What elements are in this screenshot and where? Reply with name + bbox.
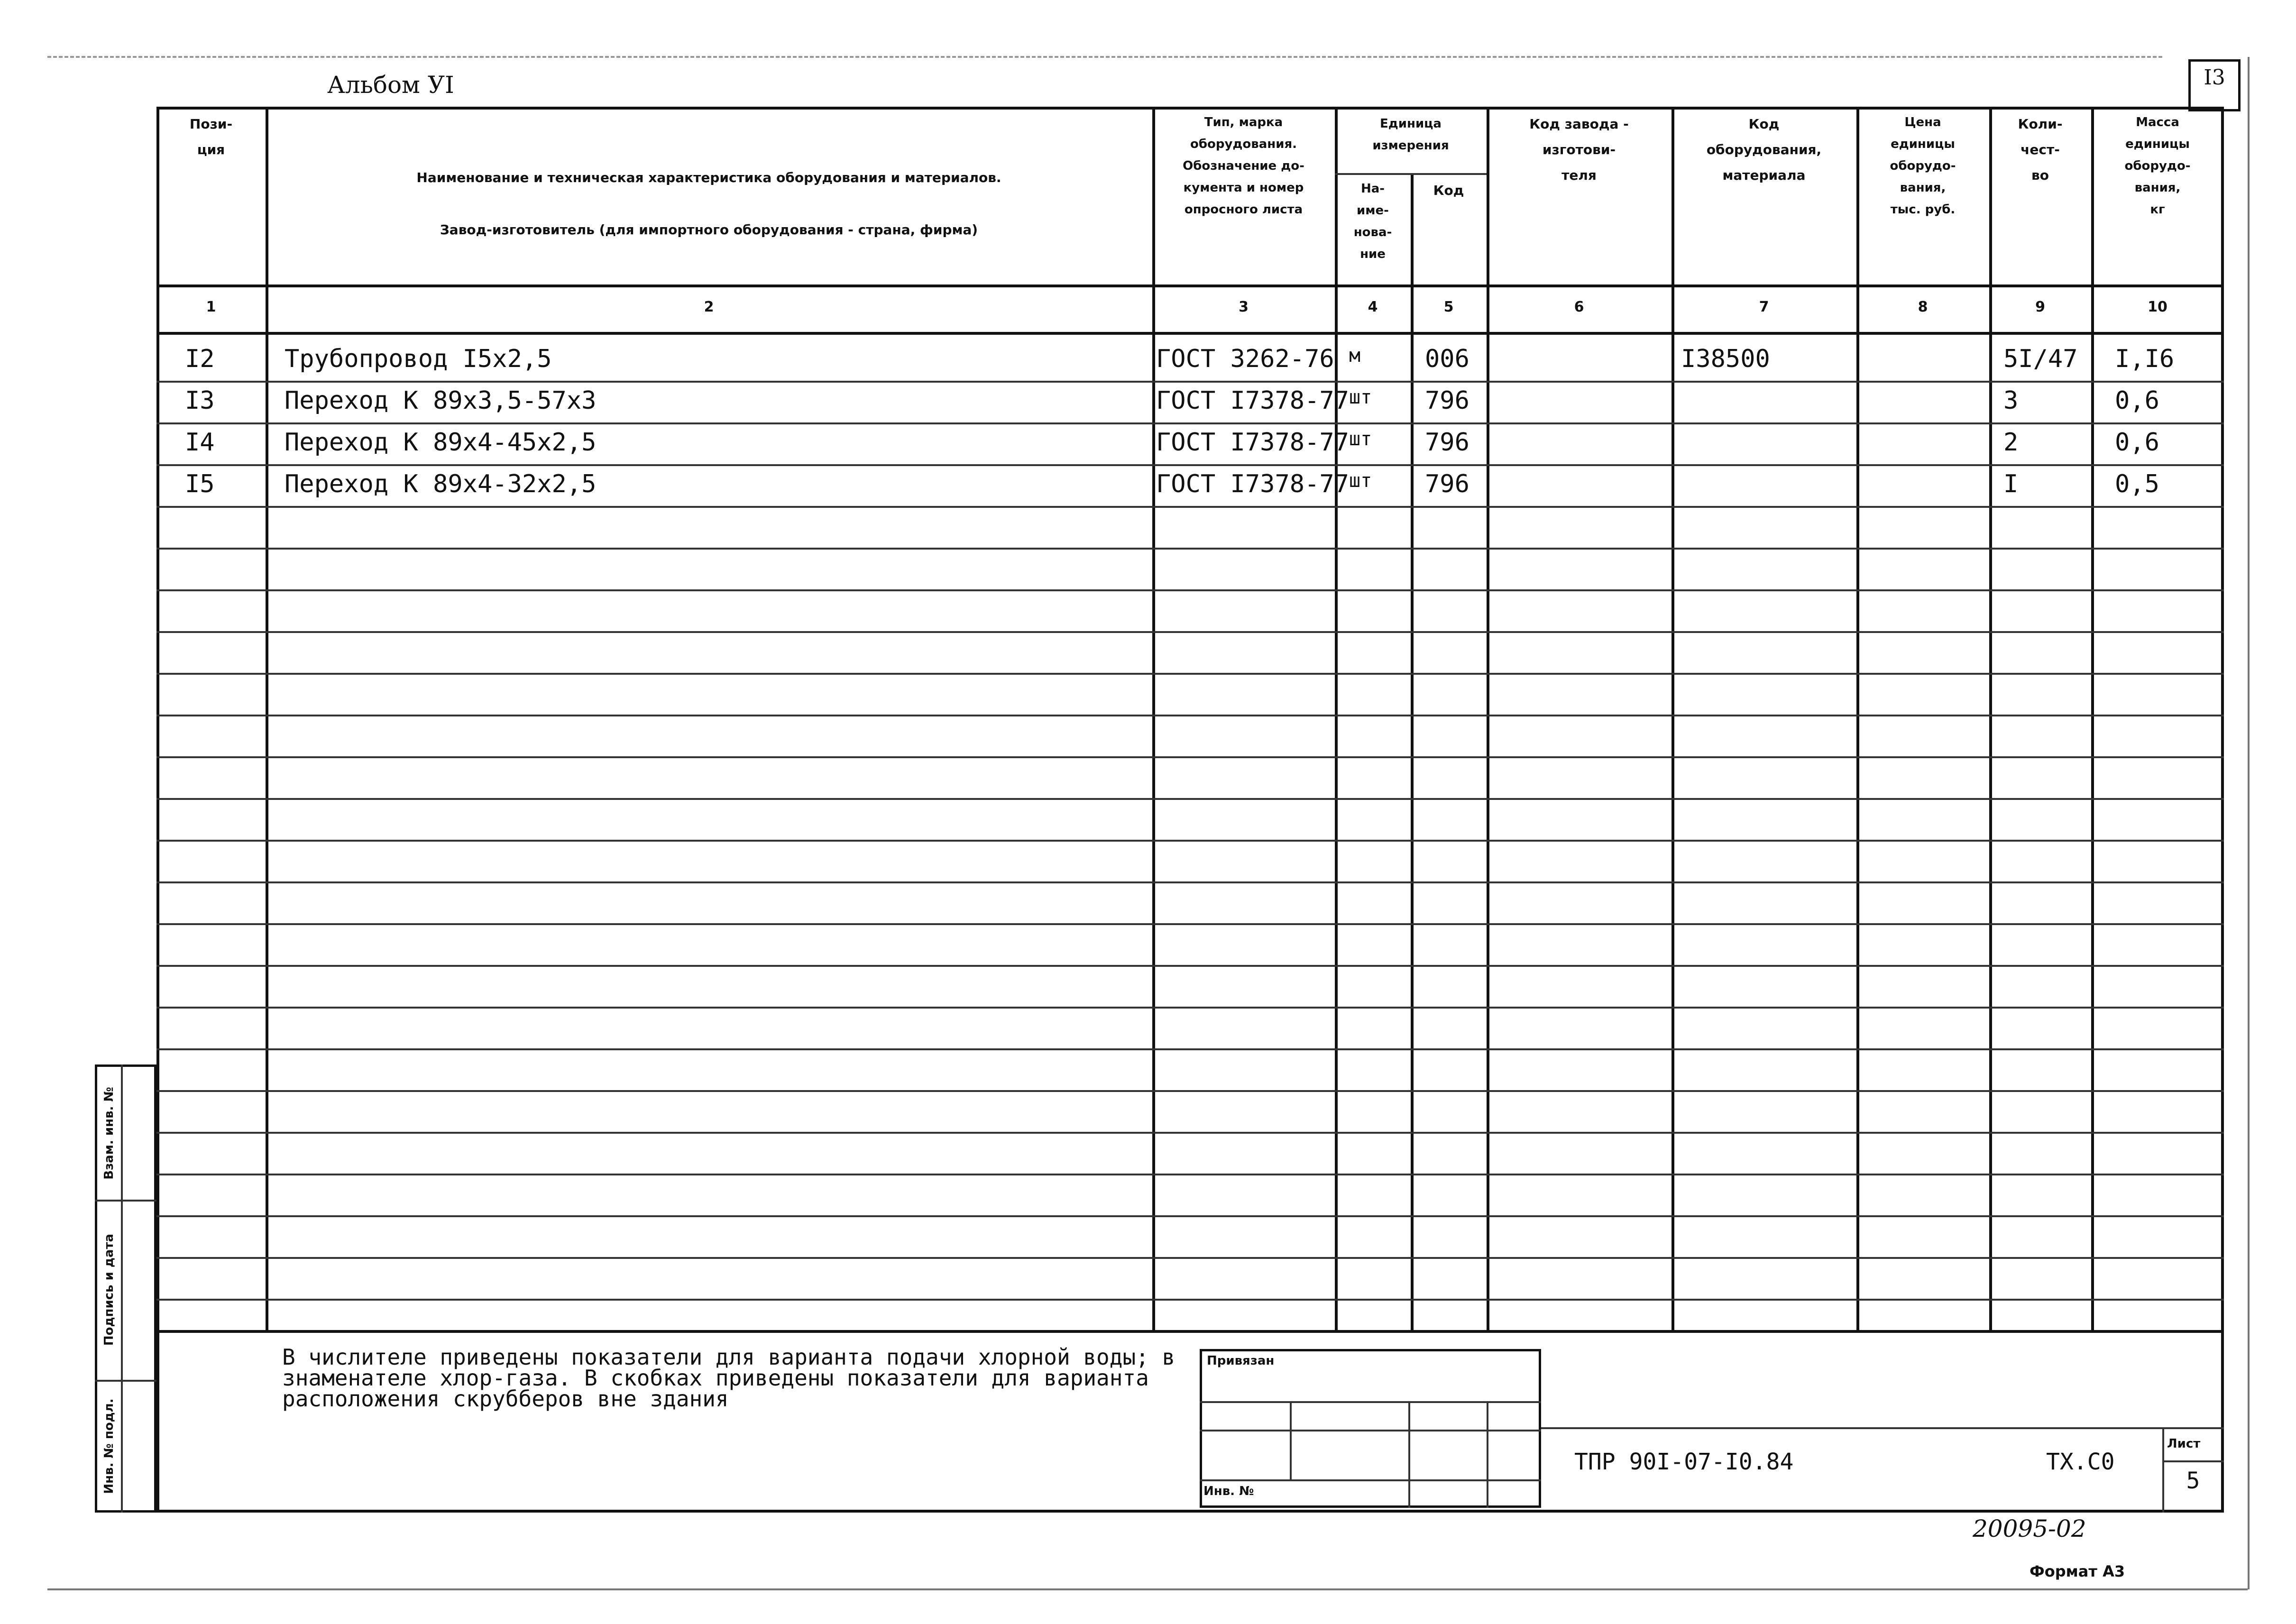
stamp-vline xyxy=(1290,1401,1292,1479)
stamp-attached-label: Привязан xyxy=(1207,1354,1275,1368)
column-line xyxy=(1152,107,1155,1330)
cell-unit: шт xyxy=(1349,428,1372,450)
main-frame xyxy=(156,107,2224,1513)
cell-mass: 0,5 xyxy=(2115,470,2159,498)
column-header-7 xyxy=(1671,111,1856,188)
row-line xyxy=(156,1215,2224,1217)
column-header-line: име- xyxy=(1357,203,1389,218)
side-label-signature: Подпись и дата xyxy=(102,1233,116,1346)
cell-qty: 2 xyxy=(2003,428,2019,457)
cell-mass: I,I6 xyxy=(2115,345,2175,373)
side-label-replace: Взам. инв. № xyxy=(102,1087,116,1180)
row-line xyxy=(156,1048,2224,1050)
column-number-9: 9 xyxy=(2035,299,2045,315)
stamp-line xyxy=(1200,1401,1541,1403)
column-header-2 xyxy=(266,152,1152,256)
stamp-line xyxy=(1200,1479,1541,1481)
column-number-2: 2 xyxy=(704,299,714,315)
row-line xyxy=(156,464,2224,466)
column-line xyxy=(1989,107,1992,1330)
cell-code: 796 xyxy=(1425,386,1469,415)
column-header-line: Тип, марка xyxy=(1204,115,1283,129)
column-header-line: вания, xyxy=(2134,181,2181,195)
cell-name: Трубопровод I5х2,5 xyxy=(285,345,552,373)
unit-group-label xyxy=(1335,113,1487,156)
cell-mass: 0,6 xyxy=(2115,386,2159,415)
cell-name: Переход К 89х3,5-57х3 xyxy=(285,386,597,415)
cell-code: 796 xyxy=(1425,428,1469,457)
column-header-line: оборудо- xyxy=(2124,159,2191,173)
cell-mass: 0,6 xyxy=(2115,428,2159,457)
column-header-line: Код xyxy=(1748,116,1780,132)
row-line xyxy=(156,965,2224,967)
cell-material-code: I38500 xyxy=(1681,345,1770,373)
column-header-line: Цена xyxy=(1904,115,1941,129)
row-line xyxy=(156,1007,2224,1009)
cell-doc: ГОСТ I7378-77 xyxy=(1156,428,1349,457)
stamp-vline xyxy=(1408,1401,1410,1508)
cell-code: 796 xyxy=(1425,470,1469,498)
row-line xyxy=(156,1257,2224,1259)
column-header-line: ция xyxy=(197,142,225,157)
column-number-1: 1 xyxy=(206,299,216,315)
column-header-line: единицы xyxy=(2125,137,2190,151)
column-header-line: чест- xyxy=(2020,142,2060,157)
row-line xyxy=(156,881,2224,883)
column-header-5 xyxy=(1411,178,1487,203)
trim-line xyxy=(47,56,2162,58)
trim-right xyxy=(2248,57,2250,1589)
side-strip-divider xyxy=(121,1064,123,1513)
column-header-line: тыс. руб. xyxy=(1890,202,1956,217)
column-header-line: теля xyxy=(1561,167,1597,183)
column-header-8 xyxy=(1856,111,1989,220)
cell-code: 006 xyxy=(1425,345,1469,373)
album-label: Альбом УI xyxy=(327,71,454,99)
cell-pos: I4 xyxy=(185,428,215,457)
row-line xyxy=(156,756,2224,758)
column-header-line: нова- xyxy=(1353,225,1392,239)
column-number-10: 10 xyxy=(2148,299,2167,315)
column-line xyxy=(266,107,268,1330)
cell-unit: шт xyxy=(1349,470,1372,492)
column-line xyxy=(1487,107,1489,1330)
table-note: В числителе приведены показатели для варианта подачи хлорной воды; в знаменателе хлор-газа. В скобках приведены показатели для варианта расположения скрубберов вне здания xyxy=(282,1344,1176,1412)
side-label-inv: Инв. № подл. xyxy=(102,1398,116,1494)
column-number-8: 8 xyxy=(1918,299,1928,315)
column-header-line: ние xyxy=(1360,247,1386,261)
column-number-4: 4 xyxy=(1368,299,1378,315)
row-line xyxy=(156,1299,2224,1301)
title-block-line xyxy=(1541,1427,2224,1429)
cell-qty: I xyxy=(2003,470,2019,498)
column-header-line: Масса xyxy=(2136,115,2179,129)
cell-doc: ГОСТ I7378-77 xyxy=(1156,386,1349,415)
column-header-line: Завод-изготовитель (для импортного оборудования - страна, фирма) xyxy=(440,222,978,238)
row-line xyxy=(156,589,2224,591)
column-header-line: оборудования. xyxy=(1190,137,1297,151)
column-header-9 xyxy=(1989,111,2091,188)
row-line xyxy=(156,715,2224,716)
unit-group-label-line: Единица xyxy=(1380,117,1442,131)
column-header-line: Обозначение до- xyxy=(1183,159,1304,173)
column-line xyxy=(1671,107,1674,1330)
cell-pos: I5 xyxy=(185,470,215,498)
row-line xyxy=(156,798,2224,800)
header-bottom-line xyxy=(156,284,2224,287)
column-line xyxy=(1335,107,1338,1330)
column-header-line: вания, xyxy=(1900,181,1946,195)
trim-bottom xyxy=(47,1588,2248,1590)
cell-qty: 3 xyxy=(2003,386,2019,415)
column-header-line: Код завода - xyxy=(1529,116,1629,132)
row-line xyxy=(156,840,2224,842)
row-line xyxy=(156,631,2224,633)
column-number-5: 5 xyxy=(1443,299,1454,315)
column-header-line: кумента и номер xyxy=(1183,181,1304,195)
row-line xyxy=(156,1132,2224,1134)
sheet-number: 5 xyxy=(2186,1468,2200,1494)
row-line xyxy=(156,1090,2224,1092)
column-header-line: Коли- xyxy=(2018,116,2063,132)
column-header-3 xyxy=(1152,111,1335,220)
column-header-line: во xyxy=(2031,167,2049,183)
document-mark: ТХ.С0 xyxy=(2046,1449,2115,1475)
cell-name: Переход К 89х4-45х2,5 xyxy=(285,428,597,457)
column-header-1 xyxy=(156,111,266,163)
cell-unit: шт xyxy=(1349,386,1372,408)
sheet-label: Лист xyxy=(2167,1437,2201,1451)
format-label: Формат А3 xyxy=(2030,1562,2125,1580)
column-header-10 xyxy=(2091,111,2224,220)
column-header-line: опросного листа xyxy=(1184,202,1303,217)
column-line xyxy=(1411,173,1414,1330)
column-header-line: Наименование и техническая характеристика оборудования и материалов. xyxy=(416,170,1001,185)
column-header-line: Пози- xyxy=(189,116,233,132)
stamp-inv-label: Инв. № xyxy=(1203,1484,1254,1498)
table-bottom-line xyxy=(156,1330,2224,1333)
column-header-line: Код xyxy=(1433,183,1464,198)
column-line xyxy=(2091,107,2094,1330)
page-number: I3 xyxy=(2204,65,2225,90)
column-header-6 xyxy=(1487,111,1671,188)
handwritten-number: 20095-02 xyxy=(1973,1515,2086,1542)
stamp-vline xyxy=(1487,1401,1488,1508)
column-header-line: кг xyxy=(2150,202,2165,217)
row-line xyxy=(156,422,2224,424)
document-code: ТПР 90I-07-I0.84 xyxy=(1574,1449,1794,1475)
cell-doc: ГОСТ 3262-76 xyxy=(1156,345,1334,373)
row-line xyxy=(156,381,2224,383)
column-header-line: единицы xyxy=(1891,137,1955,151)
stamp-line xyxy=(1200,1430,1541,1431)
column-number-3: 3 xyxy=(1239,299,1249,315)
numbers-bottom-line xyxy=(156,332,2224,335)
row-line xyxy=(156,673,2224,675)
column-header-line: оборудо- xyxy=(1890,159,1956,173)
cell-qty: 5I/47 xyxy=(2003,345,2078,373)
column-header-line: материала xyxy=(1722,167,1806,183)
row-line xyxy=(156,506,2224,508)
column-header-line: оборудования, xyxy=(1706,142,1822,157)
cell-pos: I2 xyxy=(185,345,215,373)
row-line xyxy=(156,548,2224,550)
cell-name: Переход К 89х4-32х2,5 xyxy=(285,470,597,498)
column-header-line: На- xyxy=(1360,182,1385,196)
column-number-6: 6 xyxy=(1574,299,1584,315)
cell-pos: I3 xyxy=(185,386,215,415)
row-line xyxy=(156,1174,2224,1175)
column-number-7: 7 xyxy=(1759,299,1769,315)
cell-unit: м xyxy=(1349,345,1361,367)
unit-subdivider xyxy=(1335,173,1487,175)
column-header-line: изготови- xyxy=(1542,142,1616,157)
column-line xyxy=(1856,107,1859,1330)
unit-group-label-line: измерения xyxy=(1372,138,1449,153)
cell-doc: ГОСТ I7378-77 xyxy=(1156,470,1349,498)
row-line xyxy=(156,923,2224,925)
column-header-4 xyxy=(1335,178,1411,265)
sheet-divider-h xyxy=(2162,1460,2224,1462)
